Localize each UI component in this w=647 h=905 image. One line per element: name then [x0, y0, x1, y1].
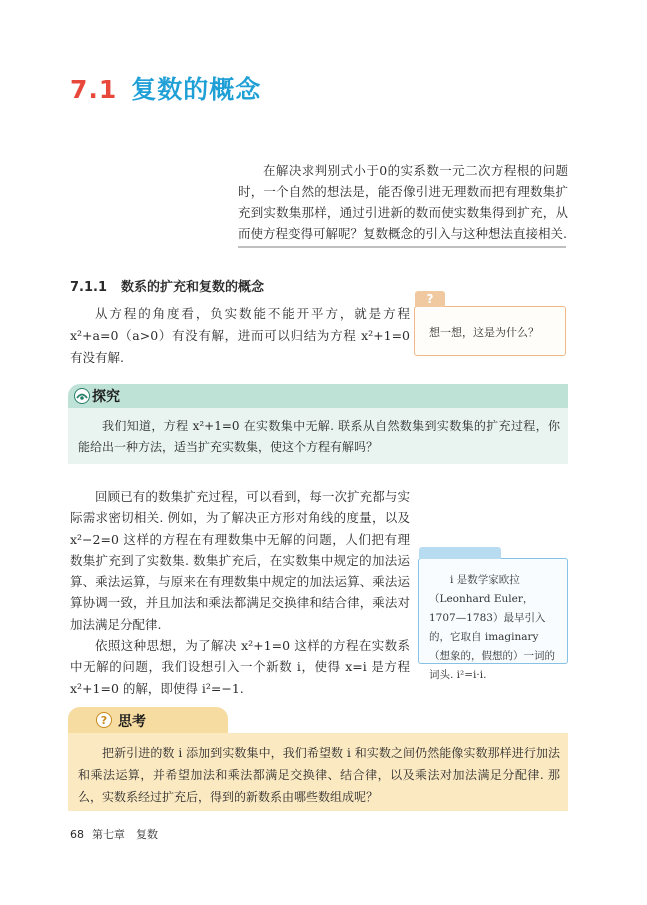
- side-note-euler: [418, 558, 568, 681]
- side-note-text: 想一想，这是为什么？: [429, 326, 539, 339]
- paragraph-2: [70, 486, 410, 699]
- svg-text:?: ?: [100, 714, 108, 727]
- page-number: 68: [70, 828, 84, 841]
- subsection-title: 数系的扩充和复数的概念: [121, 280, 265, 295]
- intro-paragraph: 在解决求判别式小于0的实系数一元二次方程根的问题时，一个自然的想法是，能否像引进无理数而把有理数集扩充到实数集那样，通过引进新的数而使实数集得到扩充，从而使方程变得可解呢？复数概念的引入与这种想法直接相关.: [238, 163, 568, 241]
- subsection-heading: [70, 276, 264, 295]
- page-footer: [70, 826, 158, 842]
- explore-banner: [68, 384, 568, 408]
- title-number: 7.1: [70, 75, 118, 104]
- explore-icon: [74, 388, 90, 404]
- question-mark-icon: ?: [415, 291, 445, 307]
- question-circle-icon: [96, 712, 112, 728]
- note-tab: [419, 547, 501, 559]
- explore-label: 探究: [92, 389, 120, 405]
- chapter-label: 第七章 复数: [92, 828, 158, 841]
- think-label: 思考: [118, 714, 146, 730]
- paragraph-2a: 回顾已有的数集扩充过程，可以看到，每一次扩充都与实际需求密切相关. 例如，为了解决正方形对角线的度量，以及 x²−2=0 这样的方程在有理数集中无解的问题，人们把有理数集扩充到了实数集. 数集扩充后，在实数集中规定的加法运算、乘法运算，与原来在有理数集中规定的加法运算、乘法运算协调一致，并且加法和乘法都满足交换律和结合律，乘法对加法满足分配律.: [70, 489, 410, 632]
- paragraph-3: 依照这种思想，为了解决 x²+1=0 这样的方程在实数系中无解的问题，我们设想引入一个新数 i，使得 x=i 是方程 x²+1=0 的解，即使得 i²=−1.: [70, 638, 410, 696]
- divider: [238, 246, 566, 248]
- side-note-euler-text: i 是数学家欧拉（Leonhard Euler，1707—1783）最早引入的，它取自 imaginary（想象的，假想的）一词的词头. i²=i·i.: [429, 574, 555, 681]
- think-text: 把新引进的数 i 添加到实数集中，我们希望数 i 和实数之间仍然能像实数那样进行加法和乘法运算，并希望加法和乘法都满足交换律、结合律，以及乘法对加法满足分配律. 那么，实数系经过扩充后，得到的新数系由哪些数组成呢？: [78, 746, 560, 804]
- paragraph-1: 从方程的角度看，负实数能不能开平方，就是方程 x²+a=0（a>0）有没有解，进而可以归结为方程 x²+1=0 有没有解.: [70, 306, 410, 365]
- section-title: [70, 70, 261, 106]
- explore-text: 我们知道，方程 x²+1=0 在实数集中无解. 联系从自然数集到实数集的扩充过程，你能给出一种方法，适当扩充实数集，使这个方程有解吗？: [78, 419, 560, 454]
- think-banner: [68, 707, 228, 733]
- subsection-number: 7.1.1: [70, 280, 108, 295]
- title-text: 复数的概念: [131, 75, 262, 104]
- side-note-think: [414, 292, 566, 356]
